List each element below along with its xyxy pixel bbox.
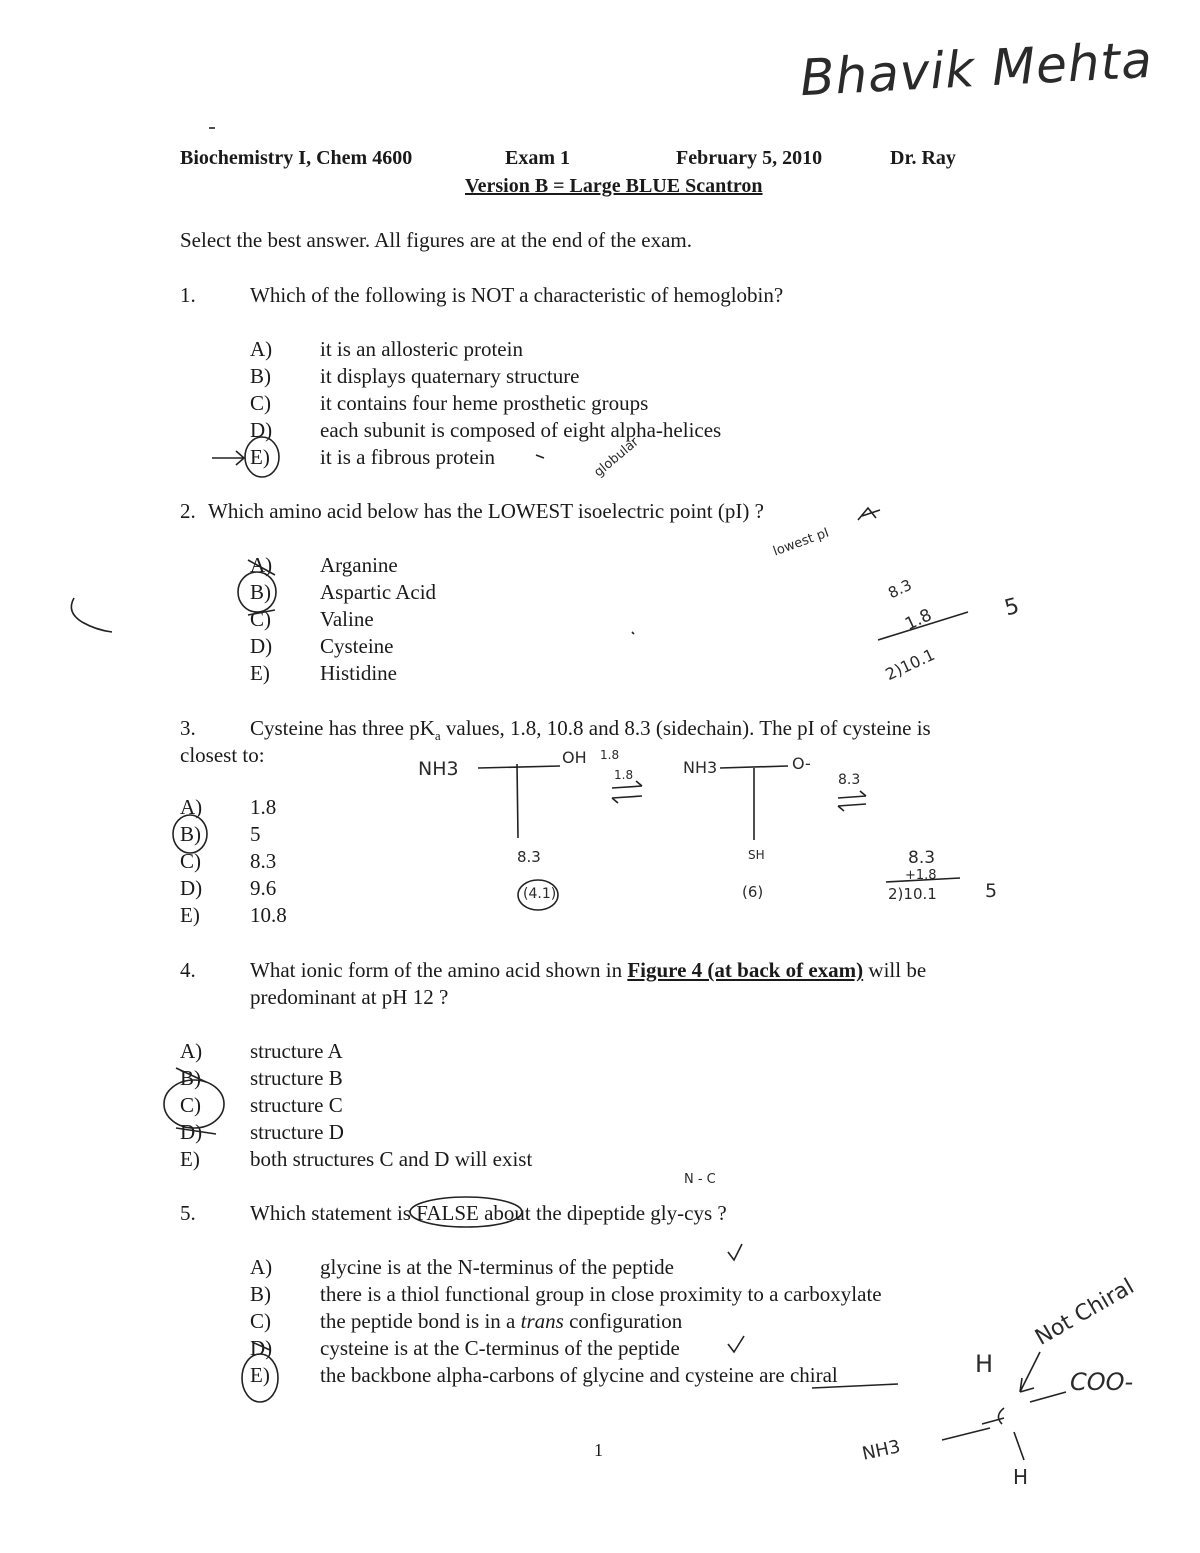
- q5-option-c-text: [320, 1309, 682, 1334]
- q5-option-a-text: glycine is at the N-terminus of the peptide: [320, 1255, 674, 1279]
- q3-left-backbone: [478, 764, 560, 838]
- q2-calc-line-2: 1.8: [902, 605, 936, 635]
- course-title: Biochemistry I, Chem 4600: [180, 147, 413, 169]
- q5-option-c-before: the peptide bond is in a: [320, 1309, 521, 1333]
- q4-text-before: What ionic form of the amino acid shown in: [250, 958, 628, 982]
- q2-calc-result: 5: [1002, 593, 1022, 622]
- q4-text: [250, 958, 926, 983]
- q3-option-e-letter: E): [180, 903, 200, 927]
- q5-option-b-letter: B): [250, 1282, 271, 1306]
- exam-date: February 5, 2010: [676, 147, 823, 169]
- q3-calc-line-1: 8.3: [908, 848, 936, 868]
- q5-handwritten-mark: N - C: [684, 1172, 716, 1187]
- q3-text: [250, 716, 931, 744]
- q3-option-a-text: 1.8: [250, 795, 277, 819]
- q3-right-circled-charge: (6): [742, 883, 764, 901]
- q3-text-after: values, 1.8, 10.8 and 8.3 (sidechain). The pI of cysteine is: [440, 716, 931, 740]
- q3-left-pka: 1.8: [600, 748, 620, 762]
- q4-option-e-text: both structures C and D will exist: [250, 1147, 533, 1171]
- q1-option-e-text: it is a fibrous protein: [320, 445, 495, 469]
- q3-option-e-text: 10.8: [250, 903, 287, 927]
- q5-option-e-text: the backbone alpha-carbons of glycine and cysteine are chiral: [320, 1363, 838, 1387]
- q2-margin-squiggle: [71, 598, 112, 632]
- q3-text-before: Cysteine has three pK: [250, 716, 435, 740]
- q3-text-subscript: a: [434, 728, 441, 744]
- q5-text-before: Which statement: [250, 1201, 397, 1225]
- q3-option-d-text: 9.6: [250, 876, 277, 900]
- q5-text-after: about the dipeptide gly-cys ?: [478, 1201, 727, 1225]
- q3-calc-line-2: +1.8: [905, 868, 937, 883]
- q2-text: Which amino acid below has the LOWEST isoelectric point (pI) ?: [208, 499, 764, 523]
- q4-number: 4.: [180, 958, 196, 982]
- q3-left-nh3: NH3: [418, 758, 459, 780]
- q2-option-b-text: Aspartic Acid: [320, 580, 437, 604]
- exam-version: Version B = Large BLUE Scantron: [465, 175, 763, 197]
- q1-answer-arrow: [212, 451, 244, 465]
- q5-check-d: [728, 1336, 744, 1352]
- q2-pi-squiggle: [858, 508, 880, 520]
- q4-option-c-letter: C): [180, 1093, 201, 1117]
- q1-number: 1.: [180, 283, 196, 307]
- q1-option-b-text: it displays quaternary structure: [320, 364, 580, 388]
- q3-left-oh: OH: [562, 748, 587, 767]
- instructor-name: Dr. Ray: [890, 147, 956, 169]
- q5-option-d-letter: D): [250, 1336, 273, 1360]
- q2-calc-line-3: 2)10.1: [882, 644, 938, 685]
- q5-bond-coo: [1030, 1392, 1066, 1402]
- q5-option-b-text: there is a thiol functional group in close proximity to a carboxylate: [320, 1282, 882, 1306]
- q4-option-a-text: structure A: [250, 1039, 343, 1063]
- q2-number: 2.: [180, 499, 196, 523]
- q1-option-a-text: it is an allosteric protein: [320, 337, 523, 361]
- q5-struct-h-bottom: H: [1013, 1465, 1029, 1489]
- q4-figure-reference: Figure 4 (at back of exam): [627, 958, 864, 982]
- q3-calc-line-3: 2)10.1: [888, 885, 937, 903]
- q5-text: [250, 1201, 727, 1226]
- q5-option-c-after: configuration: [563, 1309, 683, 1333]
- q5-bond-up-arrow: [1020, 1352, 1040, 1392]
- q2-option-c-letter: C): [250, 607, 271, 631]
- q4-option-a-letter: A): [180, 1039, 203, 1063]
- q1-option-b-letter: B): [250, 364, 271, 388]
- exam-label: Exam 1: [505, 147, 570, 169]
- q2-option-b-letter: B): [250, 580, 271, 604]
- q2-option-a-letter: A): [250, 553, 273, 577]
- page-number: 1: [594, 1440, 603, 1460]
- q1-handwritten-note: globular: [591, 434, 642, 481]
- q5-bond-h: [1014, 1432, 1024, 1460]
- q3-right-backbone: [720, 766, 788, 840]
- student-name-signature: Bhavik Mehta: [798, 30, 1155, 108]
- q5-option-a-letter: A): [250, 1255, 273, 1279]
- q2-option-d-letter: D): [250, 634, 273, 658]
- q2-option-e-text: Histidine: [320, 661, 397, 685]
- q3-option-b-letter: B): [180, 822, 201, 846]
- q3-arrow-label-1: 1.8: [614, 768, 634, 782]
- q3-right-sh: SH: [748, 848, 765, 862]
- q1-option-c-text: it contains four heme prosthetic groups: [320, 391, 649, 415]
- q3-option-c-letter: C): [180, 849, 201, 873]
- q5-struct-nh3: NH3: [860, 1436, 903, 1465]
- q5-number: 5.: [180, 1201, 196, 1225]
- q5-text-emphasis: is FALSE: [396, 1201, 479, 1225]
- q3-right-nh3: NH3: [683, 758, 718, 777]
- q3-option-c-text: 8.3: [250, 849, 277, 873]
- q5-alpha-carbon: [998, 1408, 1004, 1424]
- q2-option-e-letter: E): [250, 661, 270, 685]
- q3-option-a-letter: A): [180, 795, 203, 819]
- q4-option-d-text: structure D: [250, 1120, 344, 1144]
- q2-option-a-text: Arganine: [320, 553, 398, 577]
- q3-option-d-letter: D): [180, 876, 203, 900]
- q4-option-c-text: structure C: [250, 1093, 343, 1117]
- q5-option-e-letter: E): [250, 1363, 270, 1387]
- q5-option-c-letter: C): [250, 1309, 271, 1333]
- q5-option-c-italic: trans: [520, 1309, 564, 1333]
- q1-tick-mark: [536, 455, 544, 458]
- q5-struct-coo: COO-: [1070, 1368, 1134, 1396]
- q1-text: Which of the following is NOT a characteristic of hemoglobin?: [250, 283, 784, 307]
- q2-option-c-text: Valine: [320, 607, 374, 631]
- q3-equilibrium-arrows-2: [838, 791, 866, 811]
- q1-option-e-letter: E): [250, 445, 270, 469]
- q4-option-b-letter: B): [180, 1066, 201, 1090]
- q5-check-a: [728, 1244, 742, 1260]
- q4-text-line2: predominant at pH 12 ?: [250, 985, 449, 1009]
- q3-right-o: O-: [792, 754, 811, 773]
- q1-option-a-letter: A): [250, 337, 273, 361]
- q3-arrow-label-2: 8.3: [838, 772, 861, 788]
- q3-text-line2: closest to:: [180, 743, 265, 767]
- q1-option-d-letter: D): [250, 418, 273, 442]
- q4-option-d-letter: D): [180, 1120, 203, 1144]
- q4-option-e-letter: E): [180, 1147, 200, 1171]
- q3-calc-result: 5: [985, 880, 998, 902]
- q3-number: 3.: [180, 716, 196, 740]
- q4-text-after: will be: [863, 958, 927, 982]
- instructions: Select the best answer. All figures are at the end of the exam.: [180, 228, 692, 252]
- q1-option-d-text: each subunit is composed of eight alpha-helices: [320, 418, 722, 442]
- stray-mark-q2: [632, 632, 634, 634]
- q3-left-side-pka: 8.3: [517, 848, 541, 866]
- q2-option-d-text: Cysteine: [320, 634, 394, 658]
- q3-equilibrium-arrows-1: [612, 781, 642, 803]
- q5-bond-nh3: [942, 1418, 1004, 1440]
- q1-option-c-letter: C): [250, 391, 271, 415]
- q5-option-d-text: cysteine is at the C-terminus of the peptide: [320, 1336, 680, 1360]
- q3-left-circled-charge: (4.1): [523, 886, 557, 902]
- q5-not-chiral-note: Not Chiral: [1031, 1274, 1139, 1351]
- q5-struct-h-top: H: [975, 1350, 994, 1378]
- q2-handwritten-note: lowest pI: [771, 525, 832, 560]
- q3-option-b-text: 5: [250, 822, 261, 846]
- q4-option-b-text: structure B: [250, 1066, 343, 1090]
- q2-calc-line-1: 8.3: [885, 575, 915, 603]
